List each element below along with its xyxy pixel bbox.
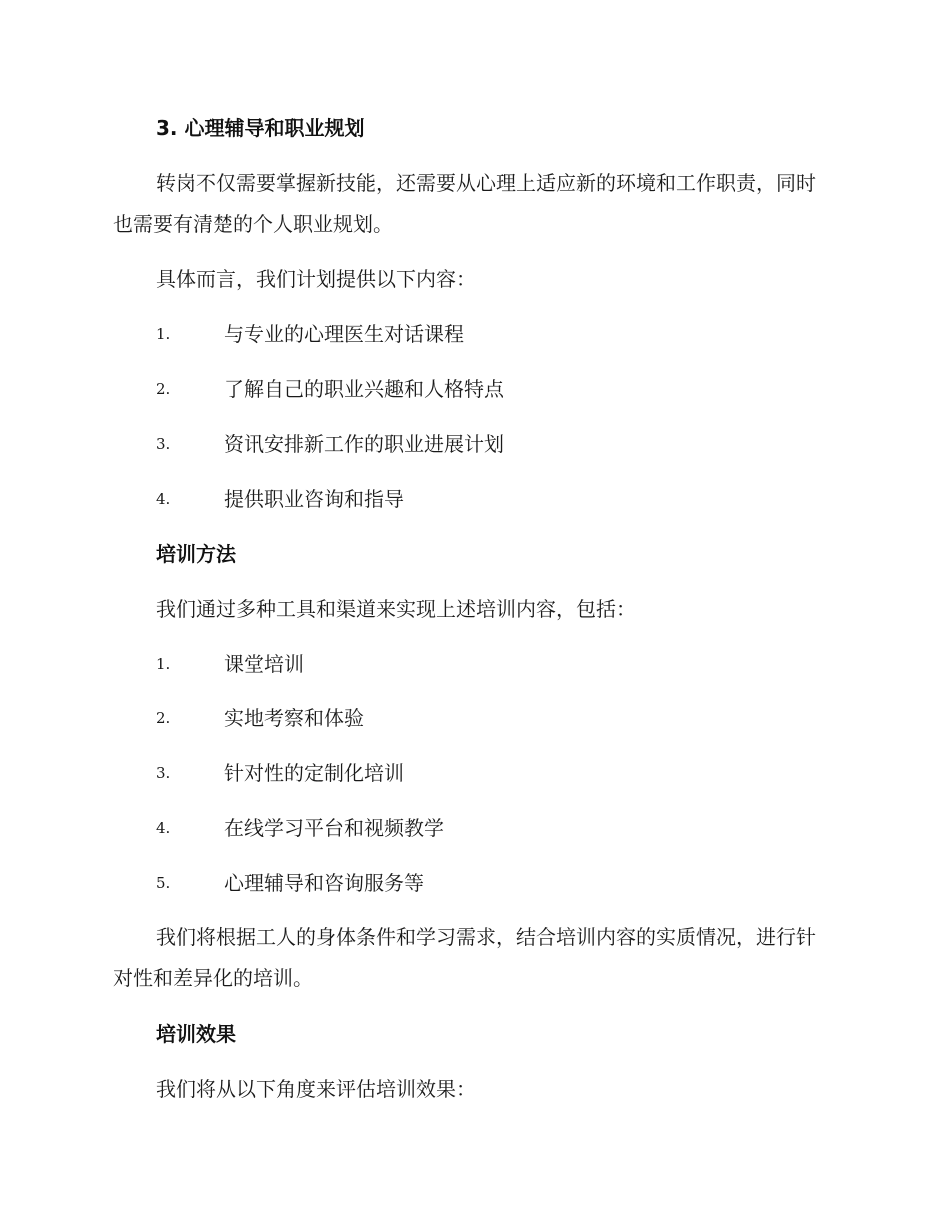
section2-lead-text: 我们通过多种工具和渠道来实现上述培训内容，包括： — [156, 597, 636, 621]
list-item — [156, 704, 856, 732]
list-item-number: 4. — [156, 819, 171, 837]
list-item-number: 3. — [156, 764, 171, 782]
list-item — [156, 375, 856, 403]
list-item — [156, 869, 856, 897]
section1-lead-text: 具体而言，我们计划提供以下内容： — [156, 267, 476, 291]
section-heading-psychological-counseling: 3. 心理辅导和职业规划 — [156, 116, 365, 140]
list-item-text: 与专业的心理医生对话课程 — [224, 322, 464, 346]
list-item-text: 在线学习平台和视频教学 — [224, 816, 444, 840]
list-item-number: 3. — [156, 435, 171, 453]
list-item-text: 资讯安排新工作的职业进展计划 — [224, 432, 504, 456]
list-item-text: 针对性的定制化培训 — [224, 761, 404, 785]
list-item — [156, 485, 856, 513]
list-item-text: 心理辅导和咨询服务等 — [224, 871, 424, 895]
list-item — [156, 430, 856, 458]
list-item — [156, 650, 856, 678]
list-item-number: 2. — [156, 709, 171, 727]
list-item-number: 4. — [156, 490, 171, 508]
list-item-text: 了解自己的职业兴趣和人格特点 — [224, 377, 504, 401]
section3-lead-text: 我们将从以下角度来评估培训效果： — [156, 1077, 476, 1101]
section-heading-training-effects: 培训效果 — [156, 1022, 236, 1046]
list-item-text: 实地考察和体验 — [224, 706, 364, 730]
list-item-number: 1. — [156, 325, 171, 343]
list-item — [156, 814, 856, 842]
list-item — [156, 320, 856, 348]
list-item-text: 提供职业咨询和指导 — [224, 487, 404, 511]
list-item-number: 1. — [156, 655, 171, 673]
list-item — [156, 759, 856, 787]
list-item-number: 5. — [156, 874, 171, 892]
section1-intro-paragraph: 转岗不仅需要掌握新技能，还需要从心理上适应新的环境和工作职责，同时也需要有清楚的个人职业规划。 — [113, 171, 816, 236]
section2-closing-paragraph: 我们将根据工人的身体条件和学习需求，结合培训内容的实质情况，进行针对性和差异化的培训。 — [113, 925, 816, 990]
list-item-number: 2. — [156, 380, 171, 398]
list-item-text: 课堂培训 — [224, 652, 304, 676]
section-heading-training-methods: 培训方法 — [156, 542, 236, 566]
